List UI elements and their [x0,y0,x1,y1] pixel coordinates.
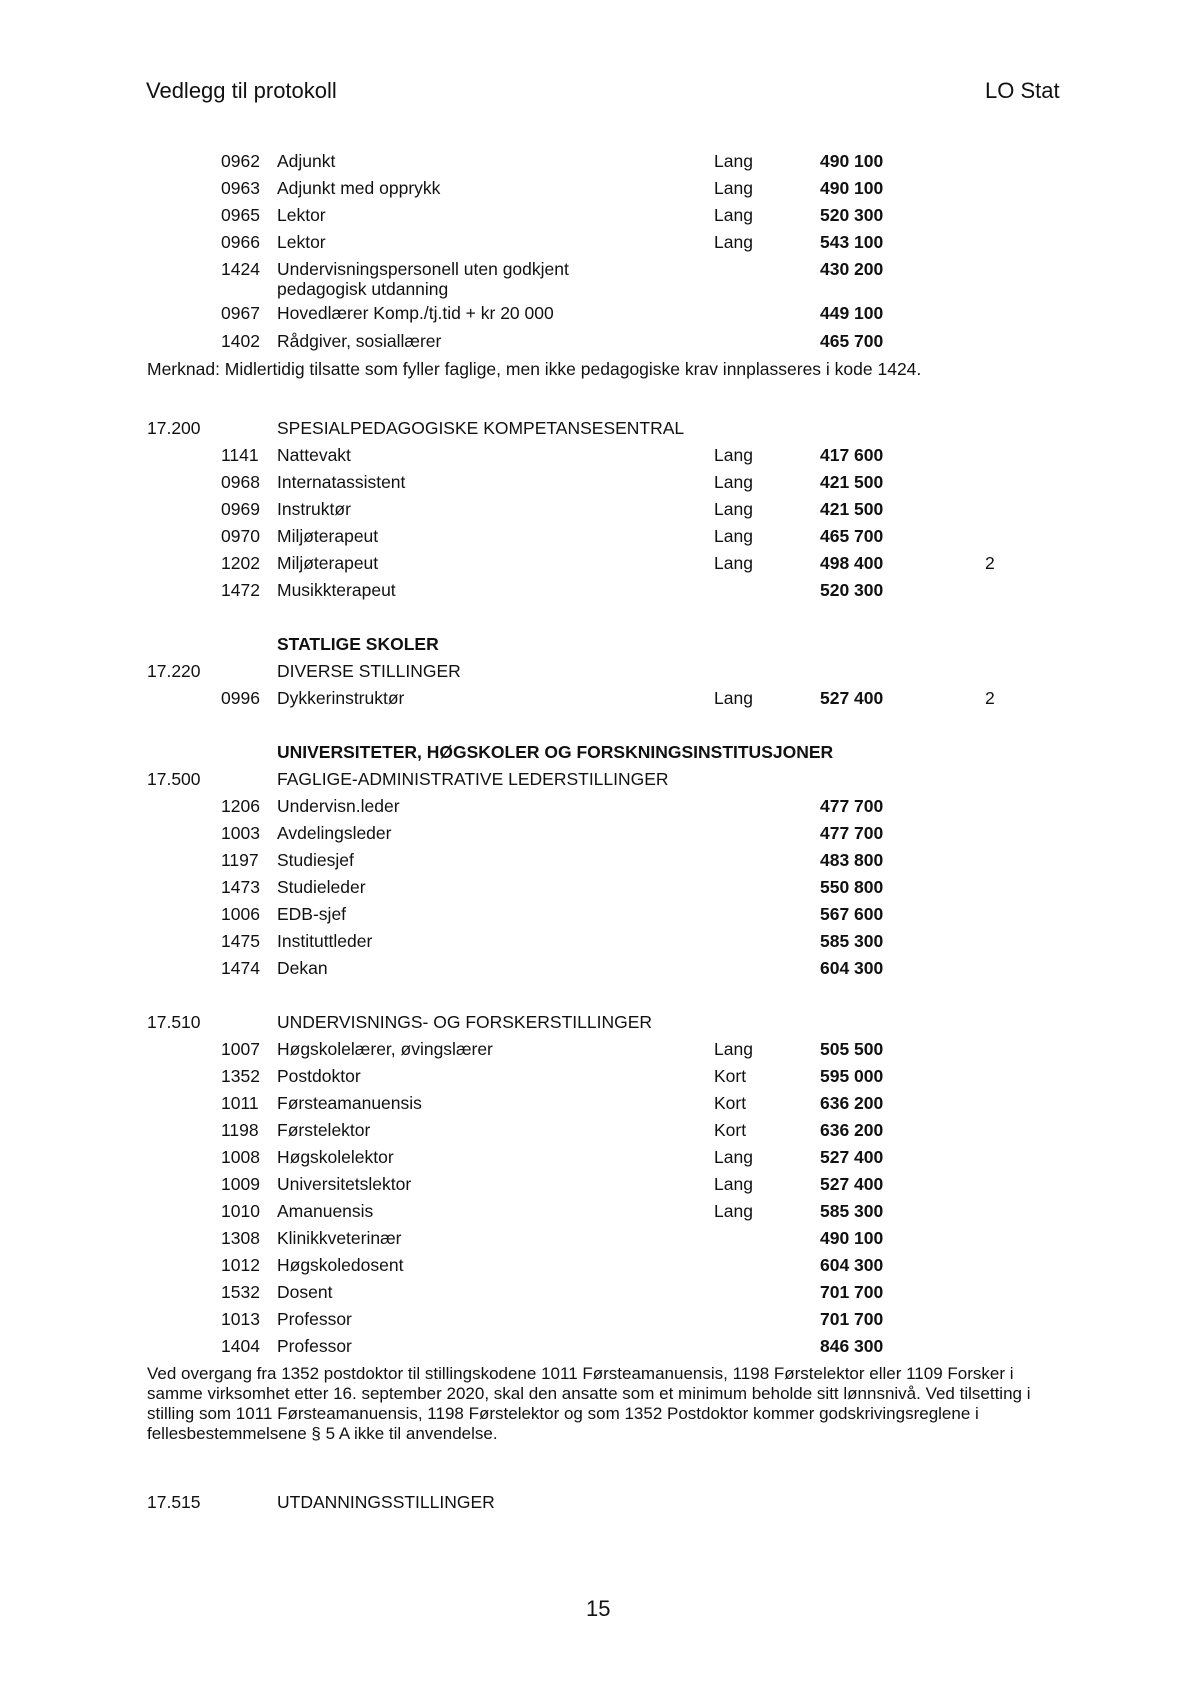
row-title: Høgskolelektor [277,1147,394,1167]
row-ladder: Lang [714,688,753,708]
row-title-cont: pedagogisk utdanning [277,279,449,299]
row-amount: 498 400 [820,553,884,573]
row-code: 1141 [221,445,259,465]
row-amount: 449 100 [820,303,884,323]
row-title: Høgskolelærer, øvingslærer [277,1039,493,1059]
row-code: 1308 [221,1228,260,1248]
row-title: Instruktør [277,499,351,519]
row-code: 0967 [221,303,260,323]
row-footnote: 2 [985,553,995,573]
row-title: Høgskoledosent [277,1255,404,1275]
row-amount: 490 100 [820,1228,884,1248]
section-title: UTDANNINGSSTILLINGER [277,1492,495,1512]
row-amount: 477 700 [820,823,884,843]
row-code: 1012 [221,1255,260,1275]
row-title: Amanuensis [277,1201,374,1221]
row-code: 1197 [221,850,259,870]
row-ladder: Lang [714,178,753,198]
row-code: 0963 [221,178,260,198]
row-title: Klinikkveterinær [277,1228,402,1248]
section-title: UNDERVISNINGS- OG FORSKERSTILLINGER [277,1012,653,1032]
row-amount: 490 100 [820,151,884,171]
row-code: 1008 [221,1147,260,1167]
row-title: Avdelingsleder [277,823,392,843]
row-code: 1009 [221,1174,260,1194]
row-footnote: 2 [985,688,995,708]
row-amount: 701 700 [820,1309,884,1329]
section-heading: STATLIGE SKOLER [277,634,439,654]
row-title: Studieleder [277,877,366,897]
row-code: 1202 [221,553,260,573]
header-right-title: LO Stat [985,78,1060,103]
section-number: 17.220 [147,661,201,681]
row-ladder: Lang [714,1201,753,1221]
row-amount: 527 400 [820,1147,884,1167]
row-code: 0968 [221,472,260,492]
row-title: Rådgiver, sosiallærer [277,331,442,351]
row-title: Universitetslektor [277,1174,412,1194]
row-title: Undervisningspersonell uten godkjent [277,259,569,279]
row-title: Miljøterapeut [277,553,379,573]
section-number: 17.515 [147,1492,201,1512]
header-left-title: Vedlegg til protokoll [146,78,337,103]
row-amount: 585 300 [820,1201,884,1221]
row-code: 1011 [221,1093,259,1113]
row-code: 1402 [221,331,260,351]
row-ladder: Lang [714,445,753,465]
row-amount: 421 500 [820,499,884,519]
row-code: 1010 [221,1201,260,1221]
row-title: Lektor [277,205,326,225]
row-amount: 585 300 [820,931,884,951]
row-ladder: Lang [714,553,753,573]
row-code: 1424 [221,259,260,279]
page-number: 15 [586,1596,611,1621]
row-code: 0965 [221,205,260,225]
row-code: 1404 [221,1336,260,1356]
row-title: Internatassistent [277,472,406,492]
row-code: 1475 [221,931,260,951]
row-title: Hovedlærer Komp./tj.tid + kr 20 000 [277,303,554,323]
row-code: 1007 [221,1039,260,1059]
row-code: 0969 [221,499,260,519]
row-ladder: Lang [714,151,753,171]
row-ladder: Kort [714,1120,747,1140]
row-amount: 527 400 [820,688,884,708]
row-ladder: Lang [714,1039,753,1059]
section-title: DIVERSE STILLINGER [277,661,461,681]
row-amount: 520 300 [820,205,884,225]
section-title: SPESIALPEDAGOGISKE KOMPETANSESENTRAL [277,418,685,438]
row-code: 1352 [221,1066,260,1086]
row-title: Professor [277,1336,352,1356]
row-ladder: Lang [714,472,753,492]
row-title: Førsteamanuensis [277,1093,422,1113]
row-code: 0966 [221,232,260,252]
row-amount: 604 300 [820,958,884,978]
row-title: Førstelektor [277,1120,371,1140]
row-ladder: Kort [714,1066,747,1086]
section-number: 17.500 [147,769,201,789]
row-title: Musikkterapeut [277,580,396,600]
row-ladder: Lang [714,1174,753,1194]
row-title: Dekan [277,958,328,978]
section-heading: UNIVERSITETER, HØGSKOLER OG FORSKNINGSINSTITUSJONER [277,742,834,762]
section-note: Ved overgang fra 1352 postdoktor til stillingskodene 1011 Førsteamanuensis, 1198 Førstelektor eller 1109 Forsker i samme virksomhet etter 16. september 2020, skal den ansatte som et minimum beholde sitt lønnsnivå. Ved tilsetting i stilling som 1011 Førsteamanuensis, 1198 Førstelektor og som 1352 Postdoktor kommer godskrivingsreglene i fellesbestemmelsene § 5 A ikke til anvendelse. [147,1364,1031,1443]
row-code: 1206 [221,796,260,816]
row-title: Professor [277,1309,352,1329]
row-ladder: Lang [714,499,753,519]
row-title: Adjunkt med opprykk [277,178,441,198]
row-code: 1198 [221,1120,259,1140]
row-amount: 527 400 [820,1174,884,1194]
row-title: Dosent [277,1282,333,1302]
section-note: Merknad: Midlertidig tilsatte som fyller faglige, men ikke pedagogiske krav innplasseres i kode 1424. [147,359,922,379]
row-amount: 465 700 [820,331,884,351]
row-code: 1532 [221,1282,260,1302]
row-title: Lektor [277,232,326,252]
row-ladder: Lang [714,232,753,252]
row-code: 0996 [221,688,260,708]
row-amount: 567 600 [820,904,884,924]
row-code: 0970 [221,526,260,546]
row-amount: 636 200 [820,1093,884,1113]
row-title: Postdoktor [277,1066,361,1086]
row-amount: 490 100 [820,178,884,198]
row-amount: 483 800 [820,850,884,870]
row-code: 1006 [221,904,260,924]
row-title: Nattevakt [277,445,351,465]
row-code: 1013 [221,1309,260,1329]
row-amount: 430 200 [820,259,884,279]
row-code: 1472 [221,580,260,600]
row-amount: 465 700 [820,526,884,546]
row-amount: 595 000 [820,1066,884,1086]
row-amount: 846 300 [820,1336,884,1356]
section-number: 17.200 [147,418,201,438]
row-title: EDB-sjef [277,904,347,924]
row-amount: 604 300 [820,1255,884,1275]
row-amount: 505 500 [820,1039,884,1059]
row-code: 0962 [221,151,260,171]
row-ladder: Lang [714,526,753,546]
section-number: 17.510 [147,1012,201,1032]
row-amount: 417 600 [820,445,884,465]
row-amount: 477 700 [820,796,884,816]
row-title: Studiesjef [277,850,354,870]
row-code: 1474 [221,958,260,978]
row-ladder: Lang [714,205,753,225]
row-code: 1473 [221,877,260,897]
row-amount: 701 700 [820,1282,884,1302]
row-code: 1003 [221,823,260,843]
row-ladder: Lang [714,1147,753,1167]
row-amount: 550 800 [820,877,884,897]
row-ladder: Kort [714,1093,747,1113]
row-amount: 636 200 [820,1120,884,1140]
section-title: FAGLIGE-ADMINISTRATIVE LEDERSTILLINGER [277,769,669,789]
row-amount: 520 300 [820,580,884,600]
row-title: Miljøterapeut [277,526,379,546]
row-title: Undervisn.leder [277,796,400,816]
row-amount: 421 500 [820,472,884,492]
row-title: Instituttleder [277,931,373,951]
row-title: Adjunkt [277,151,336,171]
row-title: Dykkerinstruktør [277,688,405,708]
row-amount: 543 100 [820,232,884,252]
